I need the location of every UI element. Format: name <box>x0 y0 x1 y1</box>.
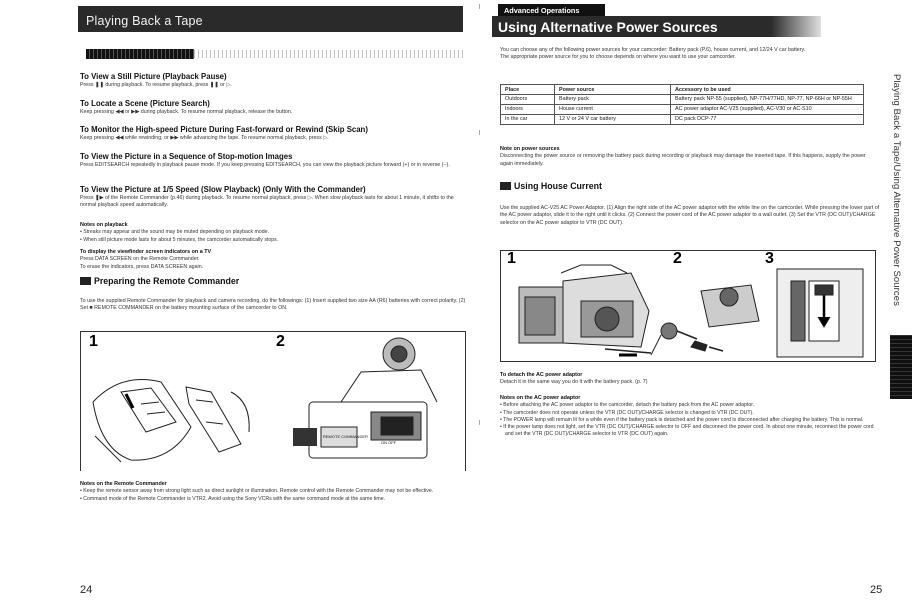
display-indicators-line: To erase the indicators, press DATA SCREEN again. <box>80 263 204 270</box>
figure-step-number: 1 <box>89 333 98 350</box>
section-body: Keep pressing ◀◀ or ▶▶ during playback. To resume normal playback, release the button. <box>80 109 293 115</box>
column-header: Place <box>501 85 555 95</box>
section-banner: Playing Back a Tape <box>78 6 463 32</box>
notes-on-remote <box>80 481 466 503</box>
table-cell: 12 V or 24 V car battery <box>555 115 671 125</box>
power-source-table <box>500 84 864 125</box>
notes-title: Notes on the Remote Commander <box>80 481 167 487</box>
notes-title: Notes on the AC power adaptor <box>500 395 581 401</box>
notes-on-ac-adaptor <box>500 395 876 438</box>
page-number: 24 <box>80 584 93 596</box>
ac-adaptor-illustration <box>501 251 876 362</box>
table-cell: Battery pack <box>555 95 671 105</box>
display-indicators <box>80 249 466 271</box>
table-row <box>501 105 864 115</box>
display-indicators-title: To display the viewfinder screen indicators on a TV <box>80 249 212 255</box>
section-title: To View a Still Picture (Playback Pause) <box>80 72 227 81</box>
detach-title: To detach the AC power adaptor <box>500 372 583 378</box>
playback-section-1 <box>80 72 466 89</box>
notes-title: Notes on playback <box>80 222 128 228</box>
note-title: Note on power sources <box>500 146 560 152</box>
note-item: • If the power lamp does not light, set the VTR (DC OUT)/CHARGE selector to OFF and disconnect the power cord. In about one minute, reconnect the power cord and set the VTR (DC OUT)/CHARGE selector to VTR (DC OUT) again. <box>500 424 874 438</box>
page-title: Using Alternative Power Sources <box>492 16 771 37</box>
preparing-remote-heading <box>80 276 239 286</box>
table-row <box>501 115 864 125</box>
smeared-heading-text <box>86 49 194 59</box>
right-page <box>484 0 918 603</box>
house-body <box>500 205 880 227</box>
note-item: • The camcorder does not operate unless the VTR (DC OUT)/CHARGE selector is changed to VTR (DC OUT). <box>500 409 754 416</box>
display-indicators-line: Press DATA SCREEN on the Remote Commander. <box>80 256 200 263</box>
section-body: Press ❚❚ during playback. To resume playback, press ❚❚ or ▷. <box>80 82 232 88</box>
various-playback-modes-heading <box>86 47 466 61</box>
advanced-operations-label: Advanced Operations <box>498 4 605 16</box>
remote-commander-label: REMOTE COMMANDER <box>323 434 368 439</box>
detach-ac-adaptor <box>500 372 880 387</box>
section-title: To View the Picture in a Sequence of Stop-motion Images <box>80 152 293 161</box>
ac-adaptor-figure <box>500 250 876 362</box>
fold-mark <box>479 130 480 135</box>
intro-line: You can choose any of the following power sources for your camcorder: Battery pack (P.6), house current, and 12/24 V car battery. <box>500 47 806 53</box>
section-title: To Locate a Scene (Picture Search) <box>80 99 210 108</box>
section-body: Keep pressing ◀◀ while rewinding, or ▶▶ while advancing the tape. To resume normal playback, press ▷. <box>80 135 329 141</box>
heading-marker <box>80 277 91 285</box>
table-cell: Outdoors <box>501 95 555 105</box>
fold-mark <box>479 4 480 9</box>
note-item: • Command mode of the Remote Commander is VTR2. Avoid using the Sony VCRs with the same command mode at the same time. <box>80 495 386 502</box>
column-header: Accessory to be used <box>671 85 864 95</box>
detach-body: Detach it in the same way you do it with the battery pack. (p. 7) <box>500 379 648 386</box>
side-index-tab: Playing Back a Tape/Using Alternative Power Sources <box>891 74 902 306</box>
section-body: Press EDITSEARCH repeatedly in playback pause mode. If you keep pressing EDITSEARCH, you can view the playback picture forward (+) or in reverse (−). <box>80 162 450 168</box>
fold-mark <box>479 420 480 425</box>
using-house-current-heading <box>500 181 602 191</box>
table-cell: Indoors <box>501 105 555 115</box>
playback-section-3 <box>80 125 466 142</box>
playback-section-4 <box>80 152 466 169</box>
table-row <box>501 95 864 105</box>
column-header: Power source <box>555 85 671 95</box>
note-on-power-sources <box>500 146 880 168</box>
playback-section-5 <box>80 185 466 210</box>
section-body: Press ❚▶ of the Remote Commander (p.46) during playback. To resume normal playback, press ▷. When slow playback lasts for about 1 minute, it shifts to the normal playback speed automatically. <box>80 195 454 209</box>
figure-step-number: 3 <box>765 250 774 267</box>
table-cell: Battery pack NP-55 (supplied), NP-77H/77HD, NP-77, NP-66H or NP-55H <box>671 95 864 105</box>
heading-text: Using House Current <box>514 181 602 191</box>
prep-body <box>80 298 466 313</box>
notes-on-playback <box>80 222 466 244</box>
note-item: • Keep the remote sensor away from strong light such as direct sunlight or illumination. Remote control with the Remote Commander may not be effective. <box>80 488 434 495</box>
smeared-heading-trail <box>194 50 466 58</box>
figure-step-number: 1 <box>507 250 516 267</box>
remote-commander-figure <box>80 331 466 471</box>
note-item: • When still picture mode lasts for about 5 minutes, the camcorder automatically stops. <box>80 236 279 243</box>
section-title: To View the Picture at 1/5 Speed (Slow Playback) (Only With the Commander) <box>80 185 366 194</box>
on-off-label: ON OFF <box>381 440 397 445</box>
heading-text: Preparing the Remote Commander <box>94 276 240 286</box>
note-item: • Before attaching the AC power adaptor to the camcorder, detach the battery pack from the AC power adaptor. <box>500 402 755 409</box>
table-cell: DC pack DCP-77 <box>671 115 864 125</box>
playback-section-2 <box>80 99 466 116</box>
table-header-row <box>501 85 864 95</box>
remote-illustration <box>81 332 466 471</box>
section-title: To Monitor the High-speed Picture During Fast-forward or Rewind (Skip Scan) <box>80 125 368 134</box>
figure-step-number: 2 <box>276 333 285 350</box>
note-item: • Streaks may appear and the sound may be muted depending on playback mode. <box>80 229 269 236</box>
note-body: Disconnecting the power source or removing the battery pack during recording or playback may damage the inserted tape. If this happens, supply the power again immediately. <box>500 153 866 167</box>
intro <box>500 47 880 62</box>
figure-step-number: 2 <box>673 250 682 267</box>
table-cell: AC power adaptor AC-V25 (supplied), AC-V30 or AC-S10 <box>671 105 864 115</box>
house-body-text: Use the supplied AC-V25 AC Power Adaptor. (1) Align the right side of the AC power adaptor with the white line on the camcorder. While pressing the lower part of the AC power adaptor, slide it to the right until it clicks. (2) Connect the power cord of the AC power adaptor to a wall outlet. (3) Set the VTR (DC OUT)/CHARGE selector on the AC power adaptor to VTR (DC OUT). <box>500 205 880 226</box>
page-number: 25 <box>870 584 883 596</box>
note-item: • The POWER lamp will remain lit for a while even if the battery pack is detached and the power cord is disconnected after charging the battery. This is normal. <box>500 416 864 423</box>
intro-line: The appropriate power source for you to choose depends on where you want to use your camcorder. <box>500 54 736 61</box>
thumb-index-mark <box>890 335 912 399</box>
table-cell: In the car <box>501 115 555 125</box>
title-banner-fade <box>771 16 821 37</box>
heading-marker <box>500 182 511 190</box>
table-cell: House current <box>555 105 671 115</box>
prep-body-text: To use the supplied Remote Commander for playback and camera recording, do the followings: (1) Insert supplied two size AA (R6) batteries with correct polarity. (2) Set ■ REMOTE COMMANDER on the battery mounting surface of the camcorder to ON. <box>80 298 466 312</box>
